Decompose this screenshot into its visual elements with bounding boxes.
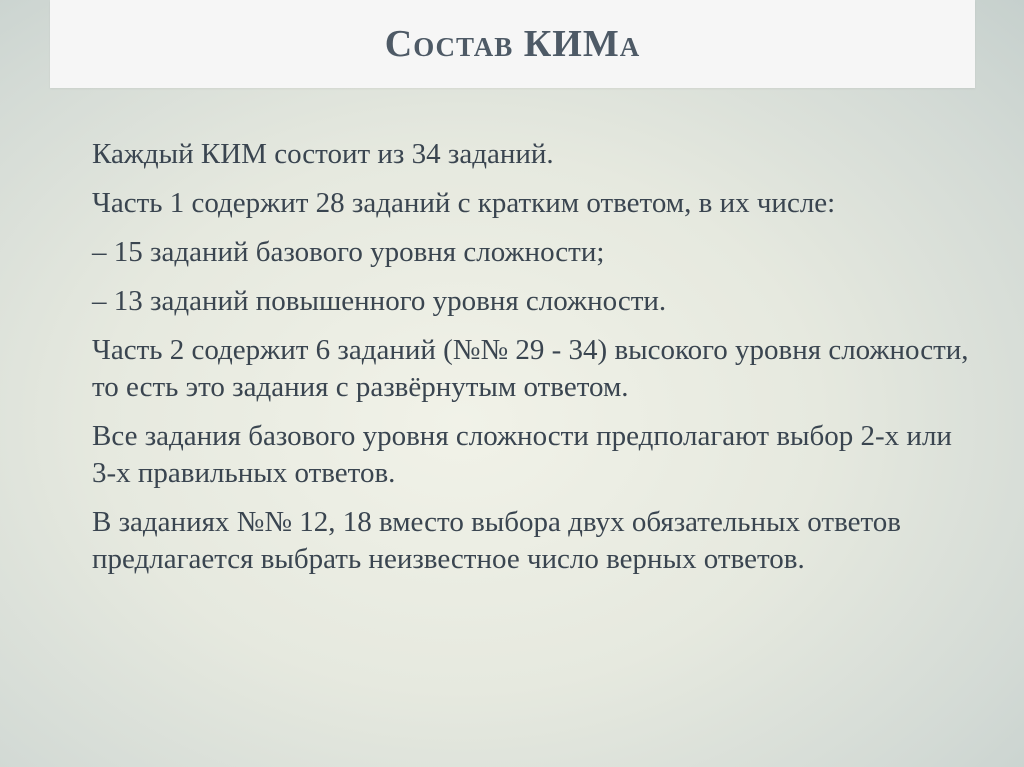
paragraph-part-2: Часть 2 содержит 6 заданий (№№ 29 - 34) высокого уровня сложности, то есть это задания с развёрнутым ответом. — [92, 334, 969, 403]
paragraph-tasks-12-18: В заданиях №№ 12, 18 вместо выбора двух обязательных ответов предлагается выбрать неизвестное число верных ответов. — [92, 506, 901, 575]
slide-title: Состав КИМа — [384, 23, 641, 65]
slide-body — [92, 136, 972, 590]
paragraph-total-tasks: Каждый КИМ состоит из 34 заданий. — [92, 138, 554, 170]
paragraph-part-1: Часть 1 содержит 28 заданий с кратким ответом, в их числе: — [92, 187, 836, 219]
paragraph-basic-level: – 15 заданий базового уровня сложности; — [92, 236, 605, 268]
paragraph-advanced-level: – 13 заданий повышенного уровня сложности. — [92, 285, 667, 317]
title-bar — [50, 0, 975, 88]
paragraph-basic-answers: Все задания базового уровня сложности предполагают выбор 2-х или 3-х правильных ответов. — [92, 420, 952, 489]
